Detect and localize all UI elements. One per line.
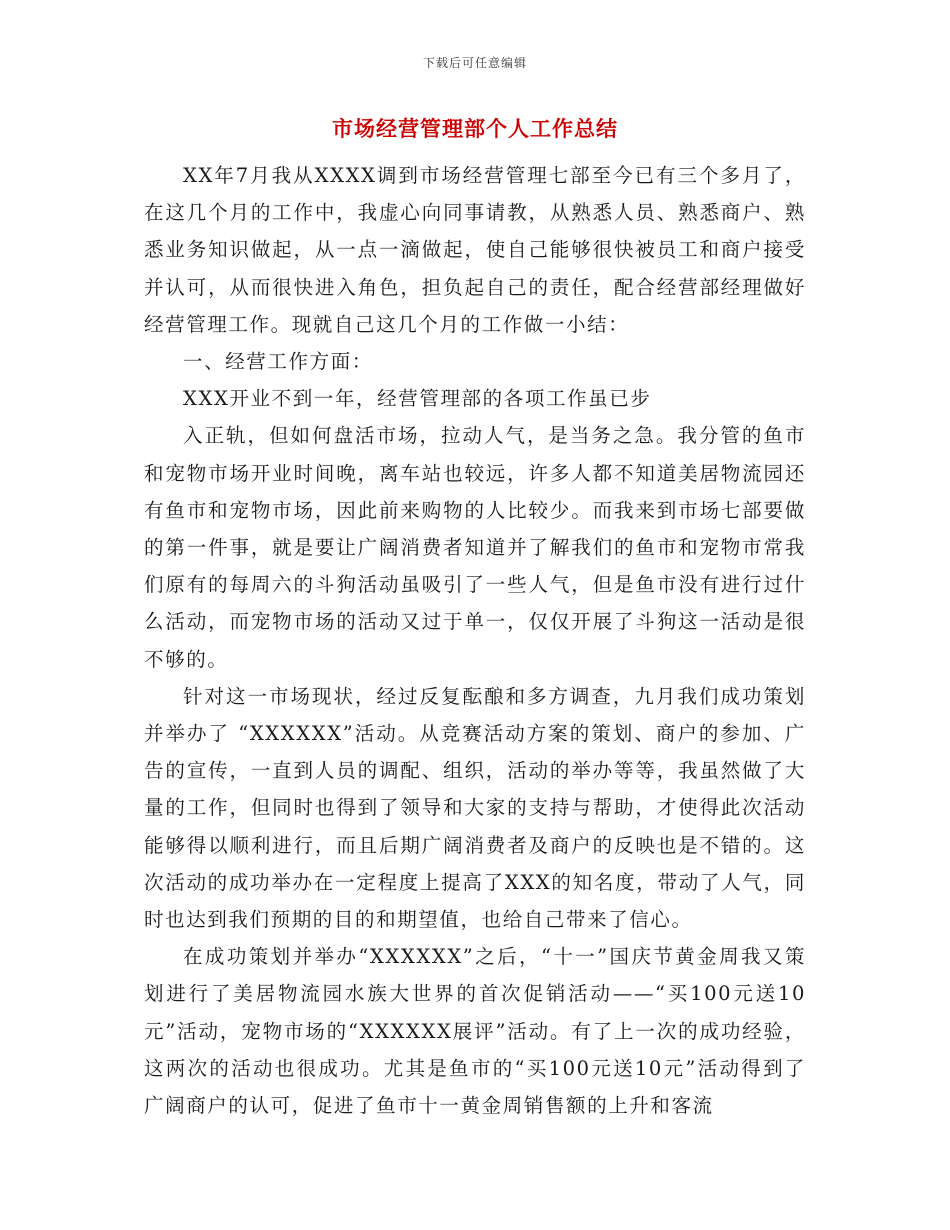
paragraph-opening-status: XXX开业不到一年，经营管理部的各项工作虽已步 xyxy=(183,387,652,411)
paragraph-market-situation: 入正轨，但如何盘活市场，拉动人气，是当务之急。我分管的鱼市和宠物市场开业时间晚，离车站也较远，许多人都不知道美居物流园还有鱼市和宠物市场，因此前来购物的人比较少。而我来到市场七部要做的第一件事，就是要让广阔消费者知道并了解我们的鱼市和宠物市常我们原有的每周六的斗狗活动虽吸引了一些人气，但是鱼市没有进行过什么活动，而宠物市场的活动又过于单一，仅仅开展了斗狗这一活动是很不够的。 xyxy=(144,424,806,671)
document-title: 市场经营管理部个人工作总结 xyxy=(332,116,618,141)
document-body xyxy=(144,157,806,1124)
page-header-note: 下载后可任意编辑 xyxy=(422,56,527,70)
paragraph-intro: XX年7月我从XXXX调到市场经营管理七部至今已有三个多月了，在这几个月的工作中，我虚心向同事请教，从熟悉人员、熟悉商户、熟悉业务知识做起，从一点一滴做起，使自己能够很快被员工和商户接受并认可，从而很快进入角色，担负起自己的责任，配合经营部经理做好经营管理工作。现就自己这几个月的工作做一小结： xyxy=(144,164,806,336)
section-heading-operations: 一、经营工作方面： xyxy=(183,350,373,374)
paragraph-september-event: 针对这一市场现状，经过反复酝酿和多方调查，九月我们成功策划并举办了 “XXXXXX”活动。从竞赛活动方案的策划、商户的参加、广告的宣传，一直到人员的调配、组织，活动的举办等等，我虽然做了大量的工作，但同时也得到了领导和大家的支持与帮助，才使得此次活动能够得以顺利进行，而且后期广阔消费者及商户的反映也是不错的。这次活动的成功举办在一定程度上提高了XXX的知名度，带动了人气，同时也达到我们预期的目的和期望值，也给自己带来了信心。 xyxy=(144,684,806,932)
paragraph-national-day-promotion: 在成功策划并举办“XXXXXX”之后，“十一”国庆节黄金周我又策划进行了美居物流园水族大世界的首次促销活动——“买100元送10元”活动，宠物市场的“XXXXXX展评”活动。有了上一次的成功经验，这两次的活动也很成功。尤其是鱼市的“买100元送10元”活动得到了广阔商户的认可，促进了鱼市十一黄金周销售额的上升和客流 xyxy=(144,945,806,1118)
